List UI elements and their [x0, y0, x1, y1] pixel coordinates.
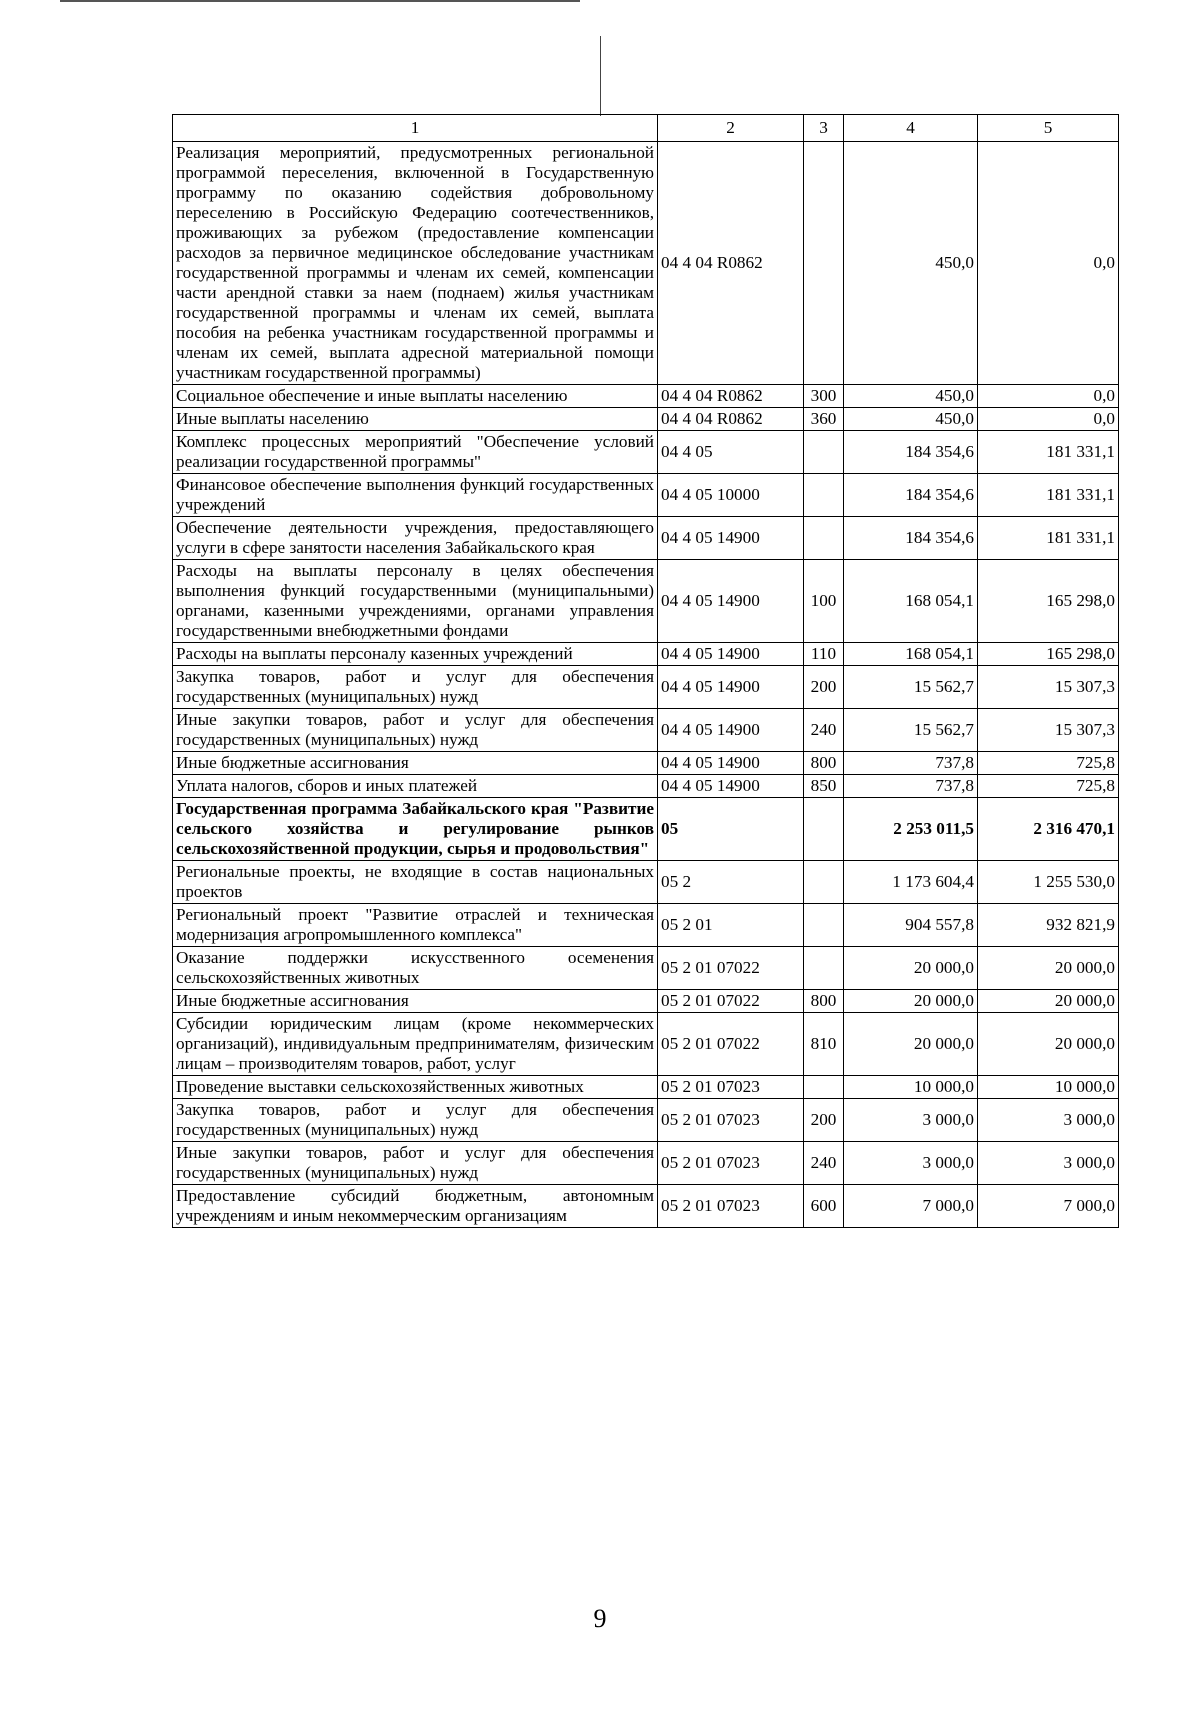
- table-row: [173, 517, 1119, 560]
- row-expense-type: 800: [804, 990, 844, 1013]
- row-code: 04 4 05 14900: [658, 666, 804, 709]
- row-value-1: 20 000,0: [844, 1013, 978, 1076]
- row-value-2: 10 000,0: [978, 1076, 1119, 1099]
- row-name: Социальное обеспечение и иные выплаты населению: [173, 385, 658, 408]
- row-value-1: 15 562,7: [844, 709, 978, 752]
- row-code: 05: [658, 798, 804, 861]
- top-rule: [60, 0, 580, 2]
- header-col-4: 4: [844, 115, 978, 142]
- row-value-1: 3 000,0: [844, 1142, 978, 1185]
- table-row: [173, 904, 1119, 947]
- row-value-2: 932 821,9: [978, 904, 1119, 947]
- table-row: [173, 1142, 1119, 1185]
- row-expense-type: 800: [804, 752, 844, 775]
- table-row: [173, 752, 1119, 775]
- row-name: Иные выплаты населению: [173, 408, 658, 431]
- row-code: 05 2 01 07022: [658, 1013, 804, 1076]
- table-row: [173, 560, 1119, 643]
- table-row: [173, 1013, 1119, 1076]
- header-col-2: 2: [658, 115, 804, 142]
- row-value-2: 3 000,0: [978, 1142, 1119, 1185]
- row-expense-type: [804, 861, 844, 904]
- row-value-2: 2 316 470,1: [978, 798, 1119, 861]
- page-number: 9: [593, 1604, 607, 1633]
- row-name: Закупка товаров, работ и услуг для обеспечения государственных (муниципальных) нужд: [173, 666, 658, 709]
- row-expense-type: 240: [804, 1142, 844, 1185]
- row-value-1: 450,0: [844, 408, 978, 431]
- row-name: Региональный проект "Развитие отраслей и техническая модернизация агропромышленного комплекса": [173, 904, 658, 947]
- row-expense-type: [804, 798, 844, 861]
- row-name: Уплата налогов, сборов и иных платежей: [173, 775, 658, 798]
- row-name: Расходы на выплаты персоналу казенных учреждений: [173, 643, 658, 666]
- row-expense-type: [804, 142, 844, 385]
- row-value-2: 725,8: [978, 775, 1119, 798]
- row-value-1: 20 000,0: [844, 990, 978, 1013]
- row-value-2: 20 000,0: [978, 1013, 1119, 1076]
- row-expense-type: 360: [804, 408, 844, 431]
- row-expense-type: 810: [804, 1013, 844, 1076]
- row-value-1: 3 000,0: [844, 1099, 978, 1142]
- row-value-1: 168 054,1: [844, 560, 978, 643]
- budget-table: [172, 114, 1119, 1228]
- table-row: [173, 798, 1119, 861]
- row-value-2: 15 307,3: [978, 666, 1119, 709]
- row-name: Реализация мероприятий, предусмотренных региональной программой переселения, включенной в Государственную программу по оказанию содействия добровольному переселению в Российскую Федерацию соотечественников, проживающих за рубежом (предоставление компенсации расходов за первичное медицинское обследование участникам государственной программы и членам их семей, компенсации части арендной ставки за наем (поднаем) жилья участникам государственной программы и членам их семей, выплата пособия на ребенка участникам государственной программы и членам их семей, выплата адресной материальной помощи участникам государственной программы): [173, 142, 658, 385]
- row-value-2: 20 000,0: [978, 990, 1119, 1013]
- row-value-2: 181 331,1: [978, 517, 1119, 560]
- row-value-2: 0,0: [978, 408, 1119, 431]
- row-code: 05 2 01 07023: [658, 1142, 804, 1185]
- row-value-1: 2 253 011,5: [844, 798, 978, 861]
- row-value-1: 184 354,6: [844, 474, 978, 517]
- table-row: [173, 643, 1119, 666]
- row-expense-type: 200: [804, 666, 844, 709]
- row-code: 04 4 05 14900: [658, 752, 804, 775]
- table-row: [173, 990, 1119, 1013]
- row-name: Обеспечение деятельности учреждения, предоставляющего услуги в сфере занятости населения Забайкальского края: [173, 517, 658, 560]
- row-value-2: 0,0: [978, 385, 1119, 408]
- table-body: [173, 142, 1119, 1228]
- row-name: Иные бюджетные ассигнования: [173, 990, 658, 1013]
- row-value-2: 181 331,1: [978, 431, 1119, 474]
- row-value-2: 0,0: [978, 142, 1119, 385]
- row-code: 05 2 01 07023: [658, 1185, 804, 1228]
- table-row: [173, 431, 1119, 474]
- row-expense-type: [804, 431, 844, 474]
- header-col-1: 1: [173, 115, 658, 142]
- row-code: 04 4 04 R0862: [658, 385, 804, 408]
- row-value-1: 184 354,6: [844, 431, 978, 474]
- row-name: Проведение выставки сельскохозяйственных животных: [173, 1076, 658, 1099]
- row-name: Государственная программа Забайкальского края "Развитие сельского хозяйства и регулирование рынков сельскохозяйственной продукции, сырья и продовольствия": [173, 798, 658, 861]
- row-expense-type: [804, 904, 844, 947]
- row-code: 05 2 01 07022: [658, 947, 804, 990]
- row-value-1: 450,0: [844, 142, 978, 385]
- table-row: [173, 947, 1119, 990]
- row-name: Иные закупки товаров, работ и услуг для обеспечения государственных (муниципальных) нужд: [173, 1142, 658, 1185]
- header-col-5: 5: [978, 115, 1119, 142]
- row-code: 04 4 05 14900: [658, 517, 804, 560]
- row-expense-type: 200: [804, 1099, 844, 1142]
- row-name: Финансовое обеспечение выполнения функций государственных учреждений: [173, 474, 658, 517]
- row-value-1: 7 000,0: [844, 1185, 978, 1228]
- row-code: 04 4 05 14900: [658, 643, 804, 666]
- row-name: Закупка товаров, работ и услуг для обеспечения государственных (муниципальных) нужд: [173, 1099, 658, 1142]
- row-expense-type: 100: [804, 560, 844, 643]
- row-expense-type: [804, 517, 844, 560]
- row-value-1: 168 054,1: [844, 643, 978, 666]
- table-row: [173, 1099, 1119, 1142]
- row-code: 05 2 01 07023: [658, 1099, 804, 1142]
- row-value-1: 184 354,6: [844, 517, 978, 560]
- row-code: 04 4 05 14900: [658, 709, 804, 752]
- row-code: 05 2: [658, 861, 804, 904]
- row-expense-type: 600: [804, 1185, 844, 1228]
- row-name: Комплекс процессных мероприятий "Обеспечение условий реализации государственной программы": [173, 431, 658, 474]
- row-value-1: 737,8: [844, 775, 978, 798]
- row-name: Предоставление субсидий бюджетным, автономным учреждениям и иным некоммерческим организациям: [173, 1185, 658, 1228]
- table-row: [173, 1185, 1119, 1228]
- row-code: 05 2 01 07022: [658, 990, 804, 1013]
- row-value-2: 20 000,0: [978, 947, 1119, 990]
- row-name: Иные бюджетные ассигнования: [173, 752, 658, 775]
- table-row: [173, 775, 1119, 798]
- row-value-1: 10 000,0: [844, 1076, 978, 1099]
- row-expense-type: [804, 947, 844, 990]
- row-expense-type: 240: [804, 709, 844, 752]
- row-name: Региональные проекты, не входящие в состав национальных проектов: [173, 861, 658, 904]
- row-code: 05 2 01 07023: [658, 1076, 804, 1099]
- table-row: [173, 666, 1119, 709]
- row-name: Оказание поддержки искусственного осеменения сельскохозяйственных животных: [173, 947, 658, 990]
- row-expense-type: 110: [804, 643, 844, 666]
- row-code: 04 4 05: [658, 431, 804, 474]
- table-row: [173, 142, 1119, 385]
- row-value-2: 165 298,0: [978, 560, 1119, 643]
- row-code: 04 4 04 R0862: [658, 142, 804, 385]
- row-value-2: 1 255 530,0: [978, 861, 1119, 904]
- row-code: 04 4 05 14900: [658, 560, 804, 643]
- header-row: [173, 115, 1119, 142]
- row-name: Иные закупки товаров, работ и услуг для обеспечения государственных (муниципальных) нужд: [173, 709, 658, 752]
- row-value-2: 181 331,1: [978, 474, 1119, 517]
- table-row: [173, 408, 1119, 431]
- row-value-2: 15 307,3: [978, 709, 1119, 752]
- row-expense-type: 850: [804, 775, 844, 798]
- row-name: Расходы на выплаты персоналу в целях обеспечения выполнения функций государственными (муниципальными) органами, казенными учреждениями, органами управления государственными внебюджетными фондами: [173, 560, 658, 643]
- margin-line: [600, 36, 601, 116]
- table-row: [173, 385, 1119, 408]
- row-value-2: 725,8: [978, 752, 1119, 775]
- row-value-2: 165 298,0: [978, 643, 1119, 666]
- row-value-2: 3 000,0: [978, 1099, 1119, 1142]
- table-row: [173, 1076, 1119, 1099]
- row-value-2: 7 000,0: [978, 1185, 1119, 1228]
- row-value-1: 737,8: [844, 752, 978, 775]
- row-code: 04 4 04 R0862: [658, 408, 804, 431]
- row-code: 04 4 05 14900: [658, 775, 804, 798]
- row-value-1: 15 562,7: [844, 666, 978, 709]
- table-row: [173, 474, 1119, 517]
- table-row: [173, 709, 1119, 752]
- row-name: Субсидии юридическим лицам (кроме некоммерческих организаций), индивидуальным предпринимателям, физическим лицам – производителям товаров, работ, услуг: [173, 1013, 658, 1076]
- row-expense-type: 300: [804, 385, 844, 408]
- table-row: [173, 861, 1119, 904]
- row-code: 04 4 05 10000: [658, 474, 804, 517]
- row-code: 05 2 01: [658, 904, 804, 947]
- row-value-1: 904 557,8: [844, 904, 978, 947]
- row-value-1: 1 173 604,4: [844, 861, 978, 904]
- row-expense-type: [804, 474, 844, 517]
- row-expense-type: [804, 1076, 844, 1099]
- row-value-1: 20 000,0: [844, 947, 978, 990]
- row-value-1: 450,0: [844, 385, 978, 408]
- header-col-3: 3: [804, 115, 844, 142]
